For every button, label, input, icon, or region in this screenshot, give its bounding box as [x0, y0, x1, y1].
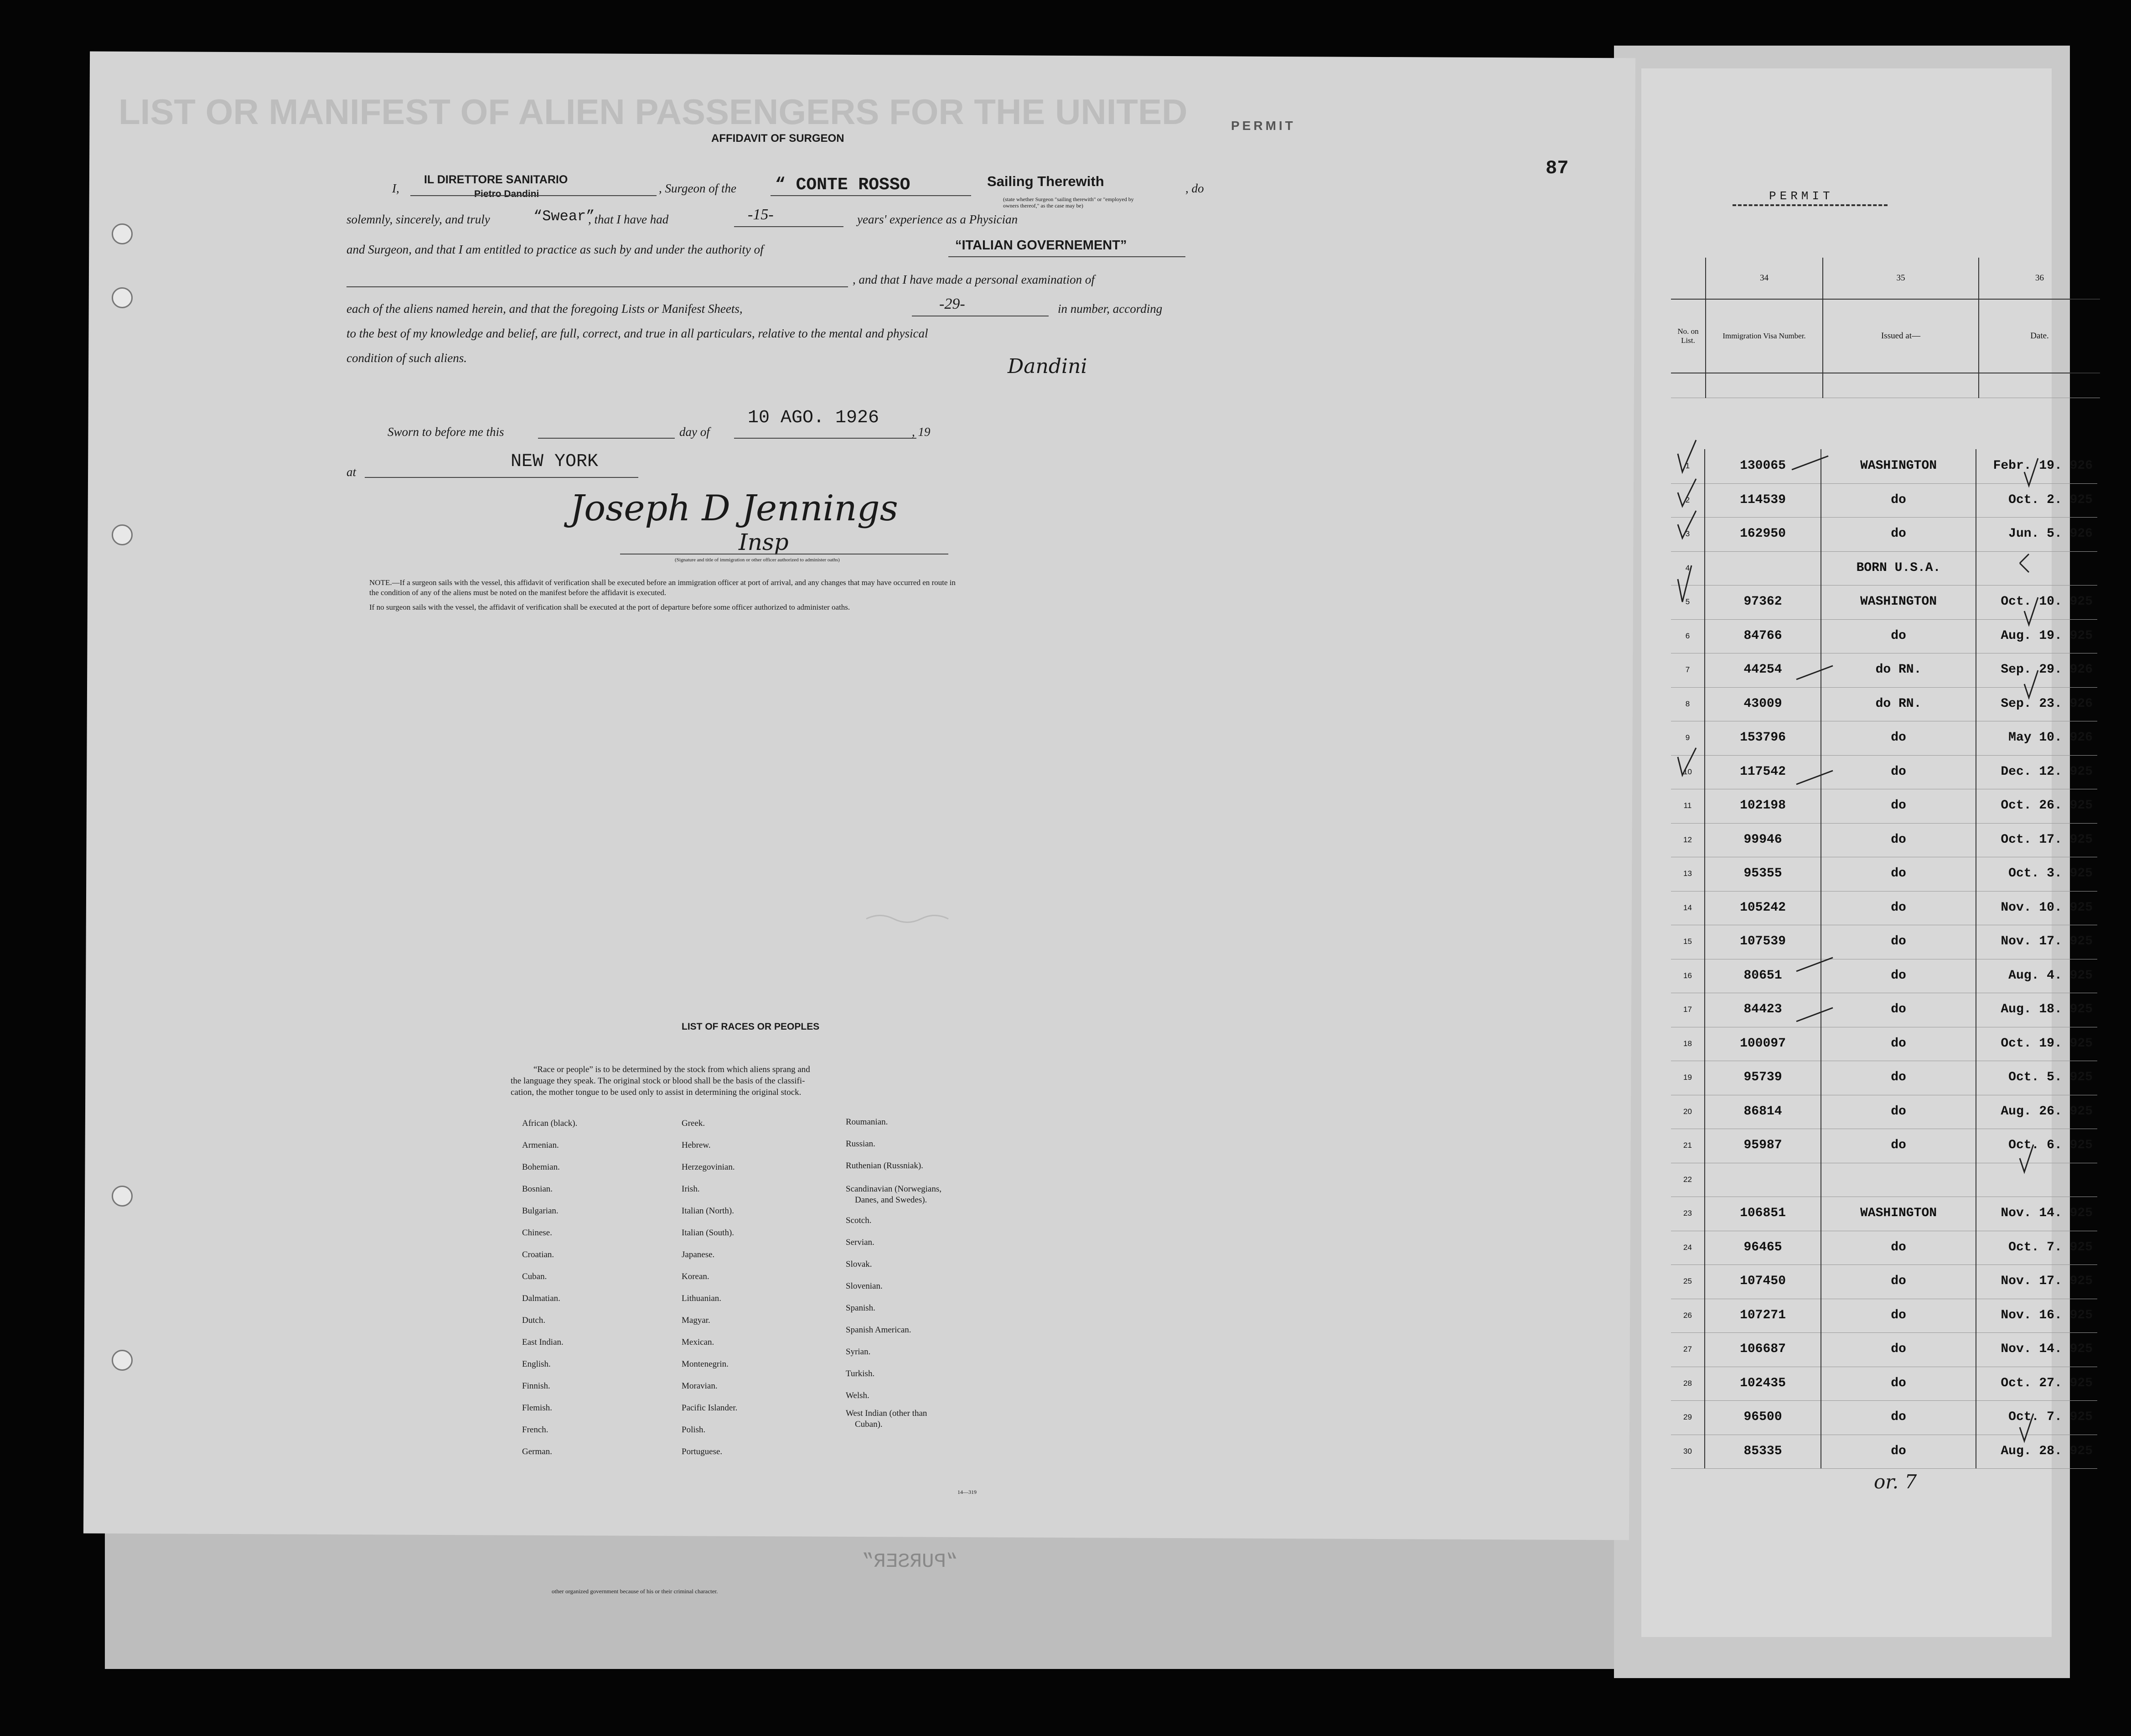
race-item: Welsh.	[846, 1391, 869, 1400]
race-item: Slovenian.	[846, 1281, 883, 1291]
issue-date: Sep. 29. 926	[2001, 663, 2093, 677]
race-item: Ruthenian (Russniak).	[846, 1161, 923, 1171]
race-item: Mexican.	[682, 1337, 714, 1347]
issue-date: Oct. 26. 925	[2001, 798, 2093, 813]
issued-at: WASHINGTON	[1821, 449, 1976, 483]
permit-row	[1671, 1400, 2097, 1435]
affidavit-line-2b: , that I have had	[588, 212, 669, 226]
issue-date: Aug. 28. 925	[2001, 1444, 2093, 1458]
page-number: 87	[1546, 157, 1569, 179]
race-item: Bohemian.	[522, 1162, 560, 1172]
race-item: Japanese.	[682, 1250, 715, 1259]
race-item: Magyar.	[682, 1316, 710, 1325]
visa-number: 95987	[1705, 1129, 1821, 1163]
permit-row	[1671, 1332, 2097, 1367]
sailing-note: (state whether Surgeon "sailing therewith" or "employed by owners thereof," as the case may be)	[1003, 196, 1134, 209]
header-date: Date.	[1979, 299, 2100, 373]
affidavit-line-6: to the best of my knowledge and belief, are full, correct, and true in all particulars, relative to the mental and physical	[347, 326, 928, 340]
race-item: Chinese.	[522, 1228, 552, 1238]
races-column-3	[846, 1113, 941, 1430]
sworn-day-of: day of	[679, 425, 710, 439]
permit-row	[1671, 1095, 2097, 1130]
footer-text: other organized government because of his or their criminal character.	[552, 1588, 718, 1595]
visa-number: 80651	[1705, 959, 1821, 993]
race-item: Italian (South).	[682, 1228, 734, 1238]
affidavit-note-3: If no surgeon sails with the vessel, the affidavit of verification shall be executed at the port of departure before some officer authorized to administer oaths.	[369, 603, 850, 611]
visa-number: 44254	[1705, 653, 1821, 687]
row-number: 28	[1671, 1367, 1705, 1401]
race-item: Polish.	[682, 1425, 706, 1435]
visa-number: 107271	[1705, 1299, 1821, 1333]
visa-number: 106687	[1705, 1332, 1821, 1367]
sworn-year: , 19	[912, 425, 931, 439]
issued-at: do	[1821, 1129, 1976, 1163]
permit-row	[1671, 585, 2097, 620]
visa-number: 102198	[1705, 789, 1821, 823]
permit-row	[1671, 1264, 2097, 1299]
permit-row	[1671, 1197, 2097, 1231]
sworn-line: Sworn to before me this	[388, 425, 504, 439]
row-number: 15	[1671, 925, 1705, 959]
races-intro-3: cation, the mother tongue to be used only to assist in determining the original stock.	[511, 1088, 802, 1097]
race-item: English.	[522, 1359, 551, 1369]
issued-at: do	[1821, 1332, 1976, 1367]
issued-at: do	[1821, 1264, 1976, 1299]
form-number: 14—319	[957, 1489, 977, 1495]
row-number: 14	[1671, 891, 1705, 925]
row-number: 9	[1671, 721, 1705, 755]
issue-date: Oct. 6. 925	[2008, 1138, 2093, 1152]
permit-row	[1671, 925, 2097, 959]
issued-at: do	[1821, 755, 1976, 789]
row-number: 27	[1671, 1332, 1705, 1367]
purser-stamp: “PURSER”	[862, 1550, 958, 1573]
issue-date: Oct. 7. 925	[2008, 1410, 2093, 1424]
rule	[1733, 204, 1888, 206]
ghost-manifest-title: LIST OR MANIFEST OF ALIEN PASSENGERS FOR THE UNITED	[119, 92, 1188, 132]
race-item: Cuban).	[855, 1420, 883, 1429]
issue-date: Oct. 10. 925	[2001, 595, 2093, 609]
oath-word: “Swear”	[533, 208, 595, 225]
issue-date: Dec. 12. 925	[2001, 764, 2093, 779]
permit-row	[1671, 1129, 2097, 1163]
row-number: 6	[1671, 619, 1705, 653]
issue-date: Oct. 27. 925	[2001, 1376, 2093, 1390]
race-item: West Indian (other than	[846, 1409, 927, 1418]
issued-at: do	[1821, 993, 1976, 1027]
affidavit-line-1: I,	[392, 181, 399, 195]
race-item: Russian.	[846, 1139, 875, 1149]
permit-row	[1671, 449, 2097, 484]
visa-number: 105242	[1705, 891, 1821, 925]
issue-date	[1976, 551, 2097, 586]
race-item: Turkish.	[846, 1369, 875, 1378]
visa-number: 100097	[1705, 1027, 1821, 1061]
sheet-count: -29-	[939, 295, 965, 312]
visa-number: 84766	[1705, 619, 1821, 653]
visa-number: 97362	[1705, 585, 1821, 619]
visa-number: 86814	[1705, 1095, 1821, 1129]
issue-date: Oct. 3. 925	[2008, 866, 2093, 881]
visa-number: 95355	[1705, 857, 1821, 891]
issue-date: Nov. 17. 925	[2001, 934, 2093, 948]
permit-row	[1671, 1061, 2097, 1095]
row-number: 25	[1671, 1264, 1705, 1299]
sworn-date: 10 AGO. 1926	[748, 408, 879, 428]
race-item: Dutch.	[522, 1316, 546, 1325]
issued-at: do	[1821, 823, 1976, 857]
surgeon-title: IL DIRETTORE SANITARIO	[424, 173, 568, 186]
permit-row	[1671, 1231, 2097, 1265]
issue-date: Aug. 19. 925	[2001, 628, 2093, 643]
permit-row	[1671, 619, 2097, 654]
issue-date: Oct. 19. 925	[2001, 1036, 2093, 1051]
issued-at: do	[1821, 619, 1976, 653]
race-item: Syrian.	[846, 1347, 871, 1357]
affidavit-line-5b: in number, according	[1058, 302, 1163, 316]
issued-at: do	[1821, 1299, 1976, 1333]
row-number: 12	[1671, 823, 1705, 857]
race-item: Servian.	[846, 1238, 874, 1247]
visa-number: 162950	[1705, 517, 1821, 551]
row-number: 17	[1671, 993, 1705, 1027]
issue-date: Nov. 14. 925	[2001, 1342, 2093, 1356]
permit-row	[1671, 1027, 2097, 1062]
permit-row	[1671, 1299, 2097, 1333]
issued-at: do	[1821, 1061, 1976, 1095]
permit-title: PERMIT	[1769, 189, 1834, 203]
permit-footnote: or. 7	[1874, 1471, 1917, 1493]
visa-number: 99946	[1705, 823, 1821, 857]
authority: “ITALIAN GOVERNEMENT”	[955, 238, 1127, 253]
issue-date: Nov. 10. 925	[2001, 900, 2093, 915]
race-item: German.	[522, 1447, 552, 1456]
issued-at: do	[1821, 1435, 1976, 1469]
signature-caption: (Signature and title of immigration or other officer authorized to administer oaths)	[675, 557, 840, 563]
issued-at: do	[1821, 891, 1976, 925]
race-item: Italian (North).	[682, 1206, 734, 1216]
race-item: Roumanian.	[846, 1117, 888, 1127]
race-item: Cuban.	[522, 1272, 547, 1281]
row-number: 19	[1671, 1061, 1705, 1095]
issued-at: BORN U.S.A.	[1821, 551, 1976, 586]
race-item: Bosnian.	[522, 1184, 553, 1194]
permit-row	[1671, 959, 2097, 994]
issued-at: do	[1821, 1400, 1976, 1435]
affidavit-line-5: each of the aliens named herein, and that the foregoing Lists or Manifest Sheets,	[347, 302, 743, 316]
row-number: 7	[1671, 653, 1705, 687]
race-item: African (black).	[522, 1119, 578, 1128]
issue-date: May 10. 926	[2008, 731, 2093, 745]
header-visa-number: Immigration Visa Number.	[1706, 299, 1823, 373]
issue-date: Nov. 17. 925	[2001, 1274, 2093, 1288]
visa-number: 106851	[1705, 1197, 1821, 1231]
permit-row	[1671, 517, 2097, 552]
visa-number: 95739	[1705, 1061, 1821, 1095]
permit-row	[1671, 1367, 2097, 1401]
affidavit-note-1: NOTE.—If a surgeon sails with the vessel, this affidavit of verification shall be executed before an immigration officer at port of arrival, and any changes that may have occurred en route in	[369, 578, 956, 587]
surgeon-signature: Dandini	[1008, 355, 1087, 378]
visa-number: 130065	[1705, 449, 1821, 483]
race-item: Greek.	[682, 1119, 705, 1128]
row-number: 1	[1671, 449, 1705, 483]
race-item: French.	[522, 1425, 548, 1435]
issued-at: do	[1821, 959, 1976, 993]
row-number: 20	[1671, 1095, 1705, 1129]
issued-at: do	[1821, 925, 1976, 959]
row-number: 16	[1671, 959, 1705, 993]
issue-date	[1976, 1163, 2097, 1197]
row-number: 18	[1671, 1027, 1705, 1061]
column-number: 36	[1979, 258, 2100, 299]
affidavit-line-7: condition of such aliens.	[347, 351, 467, 365]
issued-at: do	[1821, 1367, 1976, 1401]
issue-date: Oct. 2. 925	[2008, 492, 2093, 507]
visa-number: 85335	[1705, 1435, 1821, 1469]
issued-at: do	[1821, 857, 1976, 891]
row-number: 24	[1671, 1231, 1705, 1265]
visa-number: 96465	[1705, 1231, 1821, 1265]
issued-at	[1821, 1163, 1976, 1197]
affidavit-title: AFFIDAVIT OF SURGEON	[711, 132, 844, 145]
ship-name: “ CONTE ROSSO	[775, 175, 910, 195]
race-item: Pacific Islander.	[682, 1403, 738, 1413]
row-number: 22	[1671, 1163, 1705, 1197]
visa-number: 96500	[1705, 1400, 1821, 1435]
officer-title: Insp	[739, 529, 789, 555]
sailing-status: Sailing Therewith	[987, 173, 1104, 189]
row-number: 21	[1671, 1129, 1705, 1163]
visa-number: 117542	[1705, 755, 1821, 789]
issued-at: do	[1821, 1027, 1976, 1061]
row-number: 5	[1671, 585, 1705, 619]
issue-date: Oct. 5. 925	[2008, 1070, 2093, 1084]
affidavit-line-3: and Surgeon, and that I am entitled to practice as such by and under the authority of	[347, 243, 764, 256]
issued-at: do	[1821, 789, 1976, 823]
header-issued-at: Issued at—	[1823, 299, 1979, 373]
race-item: Danes, and Swedes).	[855, 1195, 927, 1205]
issued-at: do	[1821, 517, 1976, 551]
issue-date: Jun. 5. 926	[2008, 527, 2093, 541]
issue-date: Nov. 16. 925	[2001, 1308, 2093, 1322]
race-item: Bulgarian.	[522, 1206, 559, 1216]
permit-row	[1671, 823, 2097, 858]
race-item: Portuguese.	[682, 1447, 723, 1456]
visa-number: 114539	[1705, 483, 1821, 518]
race-item: Slovak.	[846, 1259, 872, 1269]
visa-number	[1705, 1163, 1821, 1197]
permit-header-row	[1671, 299, 2100, 373]
row-number: 26	[1671, 1299, 1705, 1333]
race-item: Armenian.	[522, 1140, 559, 1150]
race-item: Scandinavian (Norwegians,	[846, 1184, 941, 1194]
row-number: 8	[1671, 687, 1705, 721]
issued-at: WASHINGTON	[1821, 585, 1976, 619]
race-item: East Indian.	[522, 1337, 564, 1347]
affidavit-line-2c: years' experience as a Physician	[857, 212, 1018, 226]
issue-date: Aug. 4. 925	[2008, 968, 2093, 983]
visa-number: 107539	[1705, 925, 1821, 959]
race-item: Korean.	[682, 1272, 709, 1281]
issued-at: WASHINGTON	[1821, 1197, 1976, 1231]
issue-date: Aug. 26. 925	[2001, 1104, 2093, 1119]
permit-stamp: PERMIT	[1231, 119, 1296, 133]
race-item: Dalmatian.	[522, 1294, 560, 1303]
permit-row	[1671, 687, 2097, 722]
permit-row	[1671, 755, 2097, 790]
issued-at: do	[1821, 1231, 1976, 1265]
visa-number: 153796	[1705, 721, 1821, 755]
permit-row	[1671, 857, 2097, 891]
races-intro-2: the language they speak. The original stock or blood shall be the basis of the classifi-	[511, 1076, 805, 1086]
permit-table	[1671, 258, 2100, 398]
affidavit-line-1b: , Surgeon of the	[659, 181, 736, 195]
race-item: Scotch.	[846, 1216, 872, 1225]
sworn-place: NEW YORK	[511, 451, 599, 472]
issue-date: Febr. 19. 926	[1993, 459, 2093, 473]
column-number: 35	[1823, 258, 1979, 299]
race-item: Moravian.	[682, 1381, 718, 1391]
race-item: Irish.	[682, 1184, 700, 1194]
officer-signature: Joseph D Jennings	[570, 488, 898, 529]
row-number: 30	[1671, 1435, 1705, 1469]
race-item: Spanish.	[846, 1303, 875, 1313]
visa-number: 102435	[1705, 1367, 1821, 1401]
permit-row	[1671, 993, 2097, 1027]
row-number: 10	[1671, 755, 1705, 789]
permit-row	[1671, 551, 2097, 586]
issue-date: Aug. 18. 925	[2001, 1002, 2093, 1016]
row-number: 3	[1671, 517, 1705, 551]
permit-column-numbers	[1671, 258, 2100, 299]
race-item: Hebrew.	[682, 1140, 711, 1150]
races-column-2	[682, 1113, 737, 1463]
at-label: at	[347, 465, 357, 479]
race-item: Flemish.	[522, 1403, 552, 1413]
affidavit-line-1c: , do	[1185, 181, 1204, 195]
row-number: 23	[1671, 1197, 1705, 1231]
race-item: Croatian.	[522, 1250, 554, 1259]
years-experience: -15-	[748, 206, 774, 223]
races-intro-1: “Race or people” is to be determined by the stock from which aliens sprang and	[533, 1065, 810, 1074]
row-number: 4	[1671, 551, 1705, 586]
issue-date: Oct. 17. 925	[2001, 832, 2093, 847]
issued-at: do	[1821, 721, 1976, 755]
races-title: LIST OF RACES OR PEOPLES	[682, 1021, 820, 1032]
race-item: Spanish American.	[846, 1325, 911, 1335]
issued-at: do RN.	[1821, 687, 1976, 721]
issued-at: do	[1821, 1095, 1976, 1129]
issued-at: do	[1821, 483, 1976, 518]
affidavit-note-2: the condition of any of the aliens must be noted on the manifest before the affidavit is executed.	[369, 588, 667, 597]
row-number: 13	[1671, 857, 1705, 891]
row-number: 29	[1671, 1400, 1705, 1435]
permit-row	[1671, 483, 2097, 518]
permit-row	[1671, 653, 2097, 688]
row-number: 2	[1671, 483, 1705, 518]
permit-row	[1671, 1435, 2097, 1469]
row-number: 11	[1671, 789, 1705, 823]
visa-number: 43009	[1705, 687, 1821, 721]
surgeon-name: Pietro Dandini	[474, 189, 539, 199]
race-item: Herzegovinian.	[682, 1162, 735, 1172]
visa-number: 84423	[1705, 993, 1821, 1027]
race-item: Finnish.	[522, 1381, 550, 1391]
race-item: Lithuanian.	[682, 1294, 722, 1303]
affidavit-line-4: , and that I have made a personal examination of	[853, 273, 1095, 286]
header-no-on-list: No. on List.	[1671, 299, 1706, 373]
issued-at: do RN.	[1821, 653, 1976, 687]
visa-number: 107450	[1705, 1264, 1821, 1299]
permit-row	[1671, 1163, 2097, 1197]
races-column-1	[522, 1113, 577, 1463]
visa-number	[1705, 551, 1821, 586]
race-item: Montenegrin.	[682, 1359, 729, 1369]
permit-row	[1671, 789, 2097, 824]
issue-date: Oct. 7. 925	[2008, 1240, 2093, 1254]
permit-row	[1671, 891, 2097, 926]
issue-date: Sep. 23. 926	[2001, 696, 2093, 711]
permit-row	[1671, 721, 2097, 756]
column-number: 34	[1706, 258, 1823, 299]
issue-date: Nov. 14. 925	[2001, 1206, 2093, 1220]
affidavit-line-2: solemnly, sincerely, and truly	[347, 212, 490, 226]
